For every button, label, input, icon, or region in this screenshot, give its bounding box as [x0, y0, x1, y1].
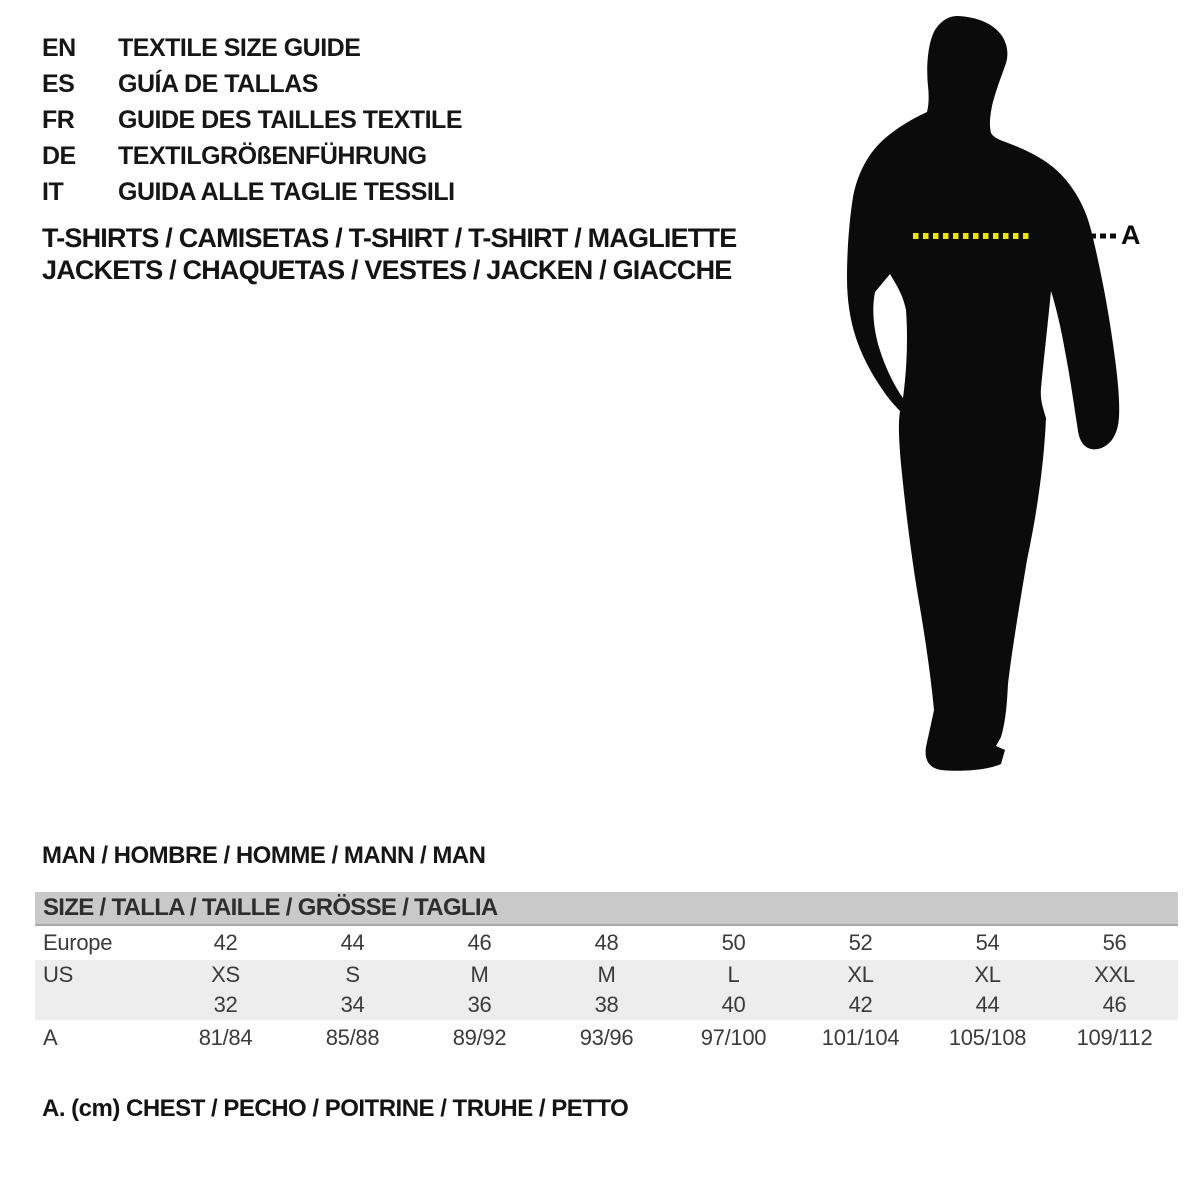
row-label: US [35, 960, 162, 990]
size-cell: 48 [543, 925, 670, 960]
gender-heading: MAN / HOMBRE / HOMME / MANN / MAN [42, 842, 486, 869]
language-code: ES [42, 70, 75, 98]
language-code: DE [42, 142, 76, 170]
size-cell: L [670, 960, 797, 990]
language-code: EN [42, 34, 76, 62]
size-cell: 105/108 [924, 1020, 1051, 1055]
row-label [35, 990, 162, 1020]
size-cell: 52 [797, 925, 924, 960]
size-cell: 32 [162, 990, 289, 1020]
size-cell: 34 [289, 990, 416, 1020]
language-title: TEXTILGRÖßENFÜHRUNG [118, 142, 427, 170]
size-cell: 50 [670, 925, 797, 960]
measure-label-a: A [1121, 220, 1140, 250]
size-table-header: SIZE / TALLA / TAILLE / GRÖSSE / TAGLIA [35, 892, 1178, 925]
size-cell: 46 [416, 925, 543, 960]
row-label: A [35, 1020, 162, 1055]
size-cell: XL [797, 960, 924, 990]
size-cell: 46 [1051, 990, 1178, 1020]
language-title: GUÍA DE TALLAS [118, 70, 318, 98]
size-cell: 42 [162, 925, 289, 960]
size-cell: 101/104 [797, 1020, 924, 1055]
language-code: FR [42, 106, 75, 134]
size-cell: 42 [797, 990, 924, 1020]
size-table [35, 892, 1178, 1055]
size-cell: 56 [1051, 925, 1178, 960]
size-cell: 40 [670, 990, 797, 1020]
table-row-us [35, 960, 1178, 990]
size-cell: 97/100 [670, 1020, 797, 1055]
language-title: TEXTILE SIZE GUIDE [118, 34, 361, 62]
size-cell: 85/88 [289, 1020, 416, 1055]
language-title-list [42, 30, 462, 210]
size-cell: 38 [543, 990, 670, 1020]
size-cell: S [289, 960, 416, 990]
size-cell: 44 [289, 925, 416, 960]
measurement-footnote: A. (cm) CHEST / PECHO / POITRINE / TRUHE / PETTO [42, 1095, 629, 1122]
product-category-line-1: T-SHIRTS / CAMISETAS / T-SHIRT / T-SHIRT / MAGLIETTE [42, 223, 737, 253]
table-row-europe [35, 925, 1178, 960]
language-code: IT [42, 178, 64, 206]
table-row-chest [35, 1020, 1178, 1055]
size-cell: XXL [1051, 960, 1178, 990]
product-category-lines [42, 222, 736, 286]
size-cell: XS [162, 960, 289, 990]
language-title: GUIDE DES TAILLES TEXTILE [118, 106, 463, 134]
size-cell: 36 [416, 990, 543, 1020]
size-cell: 109/112 [1051, 1020, 1178, 1055]
table-row-numeric [35, 990, 1178, 1020]
size-cell: M [416, 960, 543, 990]
row-label: Europe [35, 925, 162, 960]
product-category-line-2: JACKETS / CHAQUETAS / VESTES / JACKEN / GIACCHE [42, 255, 732, 285]
size-table-header-row [35, 892, 1178, 925]
size-cell: 89/92 [416, 1020, 543, 1055]
language-title: GUIDA ALLE TAGLIE TESSILI [118, 178, 455, 206]
size-cell: M [543, 960, 670, 990]
size-cell: XL [924, 960, 1051, 990]
size-cell: 54 [924, 925, 1051, 960]
size-cell: 93/96 [543, 1020, 670, 1055]
size-table-container [35, 892, 1178, 1055]
size-cell: 81/84 [162, 1020, 289, 1055]
size-cell: 44 [924, 990, 1051, 1020]
man-silhouette [847, 16, 1119, 771]
